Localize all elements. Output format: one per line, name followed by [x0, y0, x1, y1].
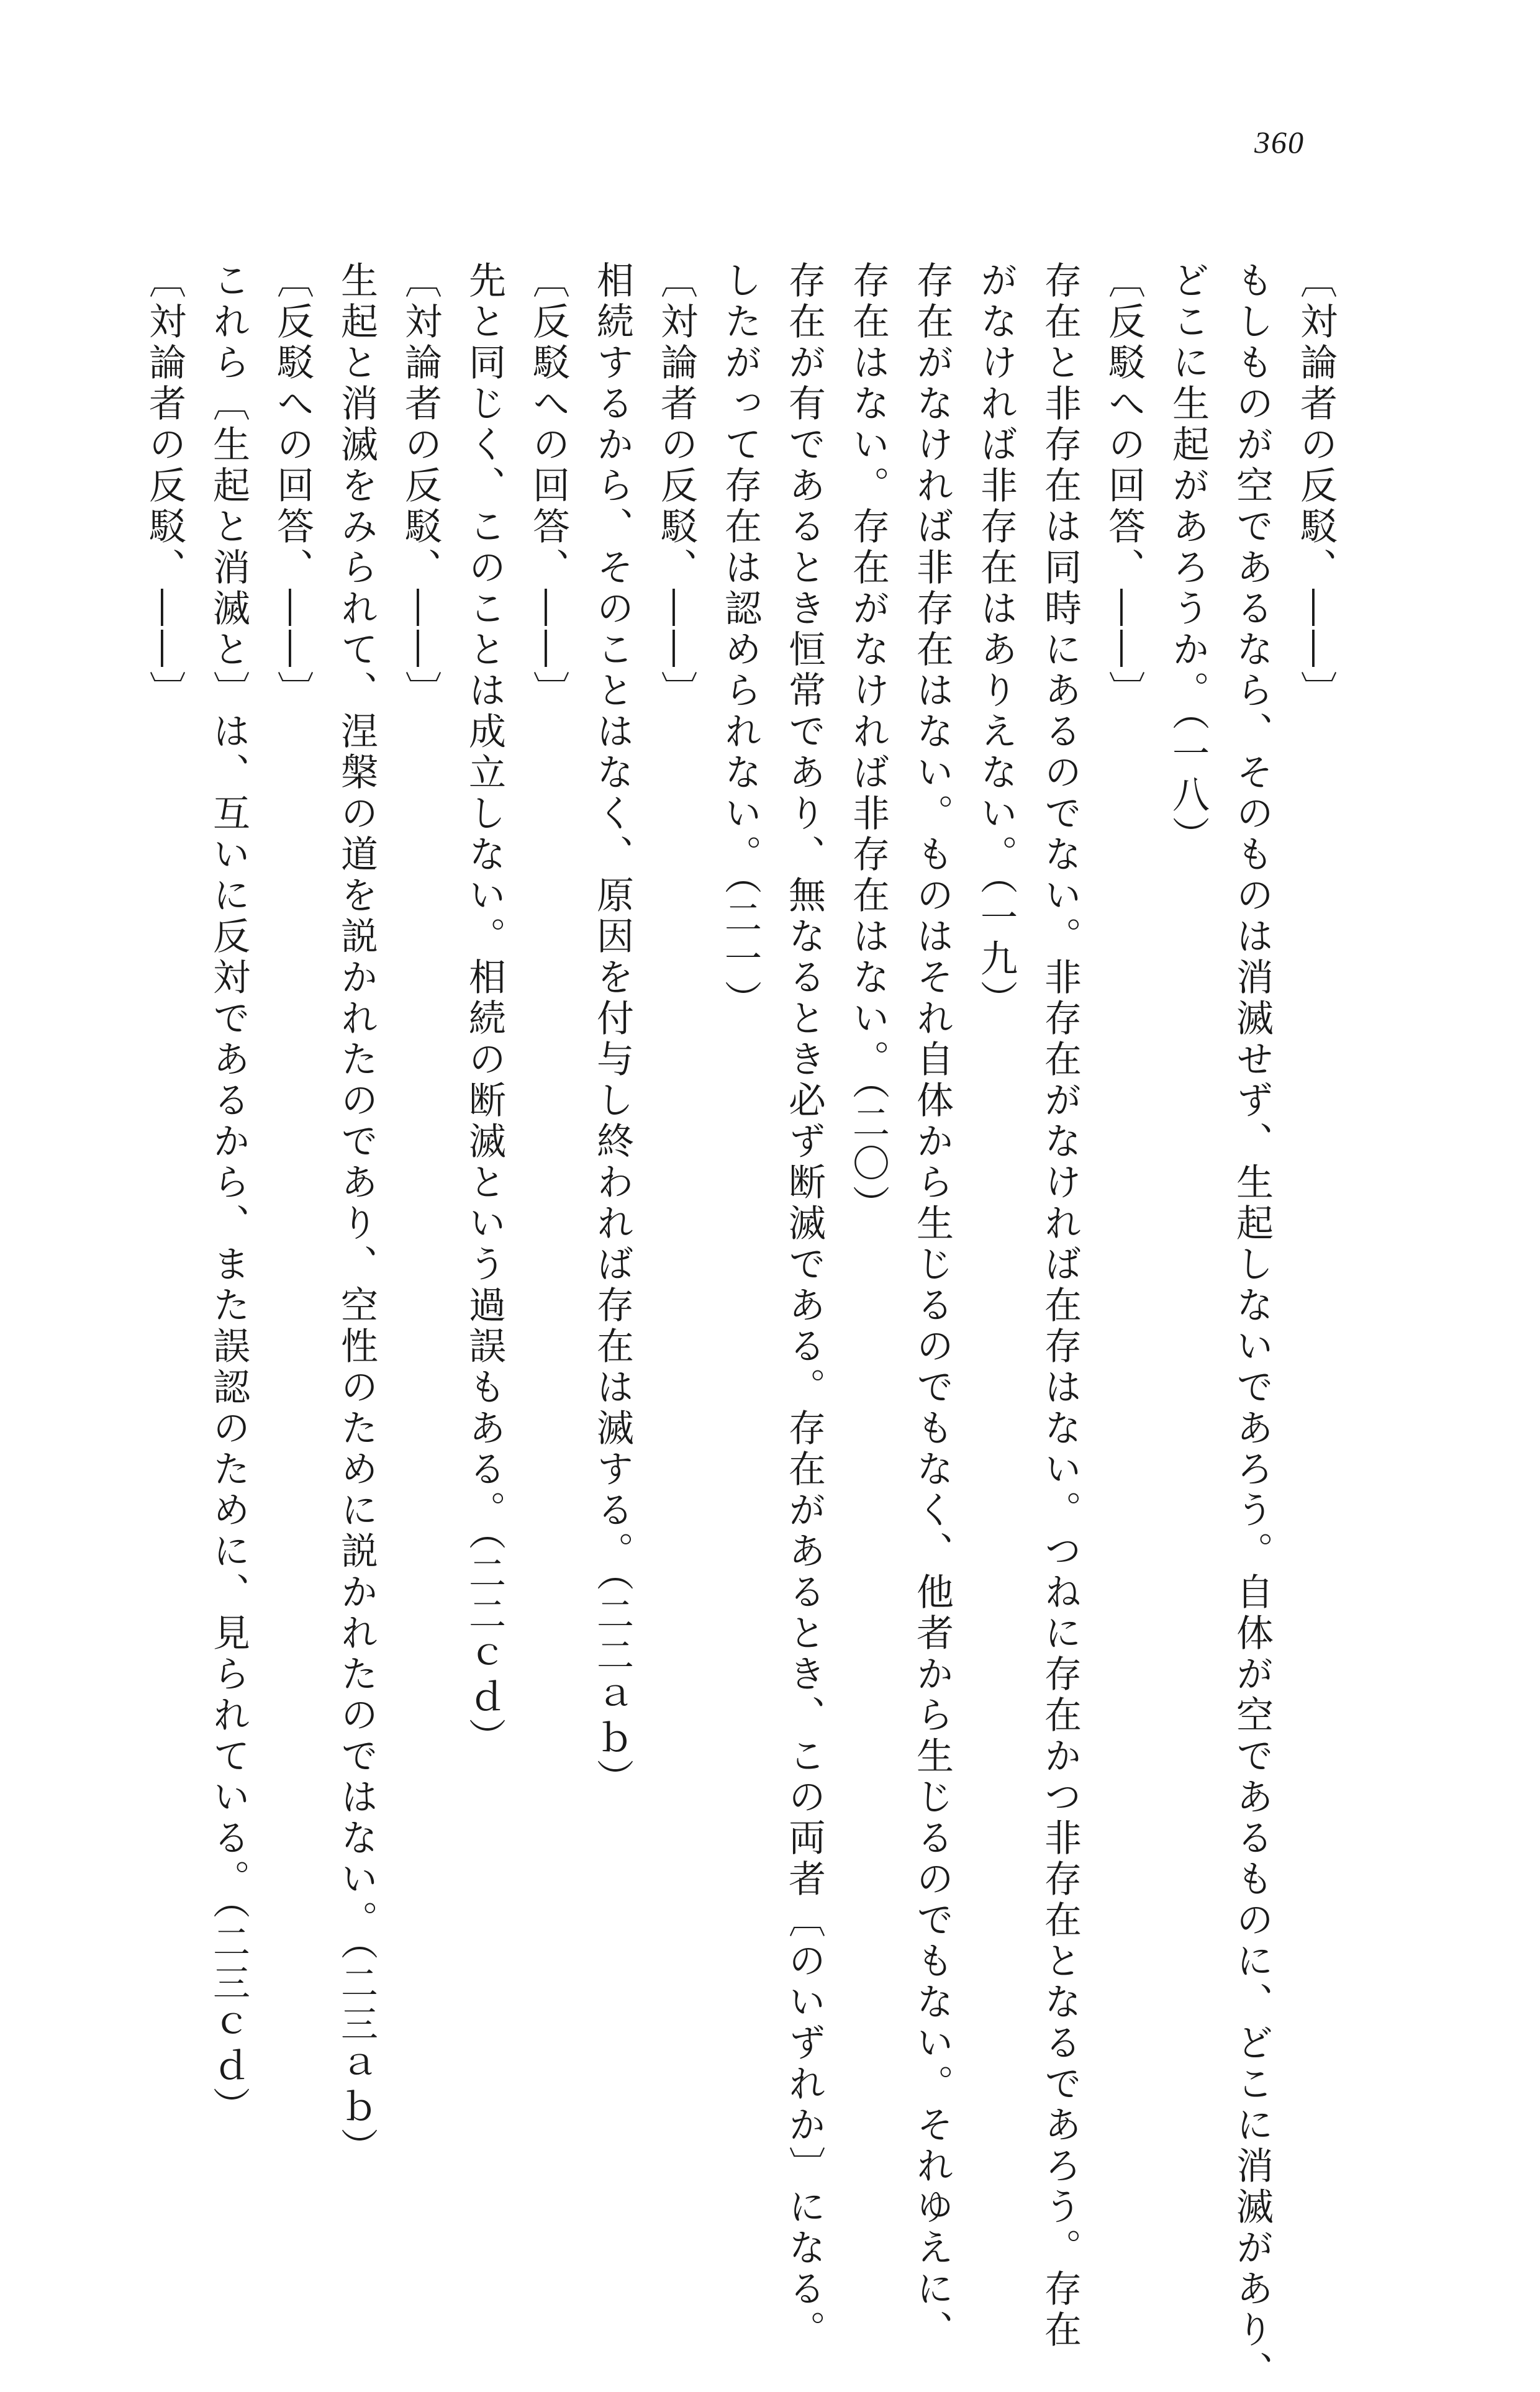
text-line: 存在はない。存在がなければ非存在はない。（二〇）	[846, 261, 890, 1226]
text-line: 〔対論者の反駁、――〕	[143, 261, 186, 712]
body-text	[132, 261, 1348, 2392]
text-line: がなければ非存在はありえない。（一九）	[974, 261, 1018, 1021]
text-line: 〔反駁への回答、――〕	[1102, 261, 1146, 712]
text-line: 存在が有であるとき恒常であり、無なるとき必ず断滅である。存在があるとき、この両者〔のいずれか〕になる。	[782, 261, 826, 2351]
text-line: 〔対論者の反駁、――〕	[399, 261, 442, 712]
text-line: したがって存在は認められない。（二一）	[718, 261, 762, 1021]
text-line: 〔対論者の反駁、――〕	[654, 261, 698, 712]
text-line: 〔対論者の反駁、――〕	[1294, 261, 1338, 712]
text-line: これら〔生起と消滅と〕は、互いに反対であるから、また誤認のために、見られている。（二三ｃｄ）	[207, 261, 250, 2127]
text-line: 生起と消滅をみられて、涅槃の道を説かれたのであり、空性のために説かれたのではない。（二三ａｂ）	[335, 261, 378, 2168]
text-line: 存在と非存在は同時にあるのでない。非存在がなければ在存はない。つねに存在かつ非存在となるであろう。存在	[1038, 261, 1082, 2351]
text-line: 〔反駁への回答、――〕	[271, 261, 314, 712]
text-line: 存在がなければ非存在はない。ものはそれ自体から生じるのでもなく、他者から生じるのでもない。それゆえに、	[910, 261, 954, 2351]
page-number: 360	[1254, 125, 1305, 160]
text-line: 相続するから、そのことはなく、原因を付与し終われば存在は滅する。（二二ａｂ）	[591, 261, 634, 1800]
text-line: 先と同じく、このことは成立しない。相続の断滅という過誤もある。（二二ｃｄ）	[463, 261, 506, 1759]
text-line: どこに生起があろうか。（一八）	[1166, 261, 1210, 857]
text-line: 〔反駁への回答、――〕	[527, 261, 570, 712]
text-line: もしものが空であるなら、そのものは消滅せず、生起しないであろう。自体が空であるものに、どこに消滅があり、	[1230, 261, 1274, 2392]
